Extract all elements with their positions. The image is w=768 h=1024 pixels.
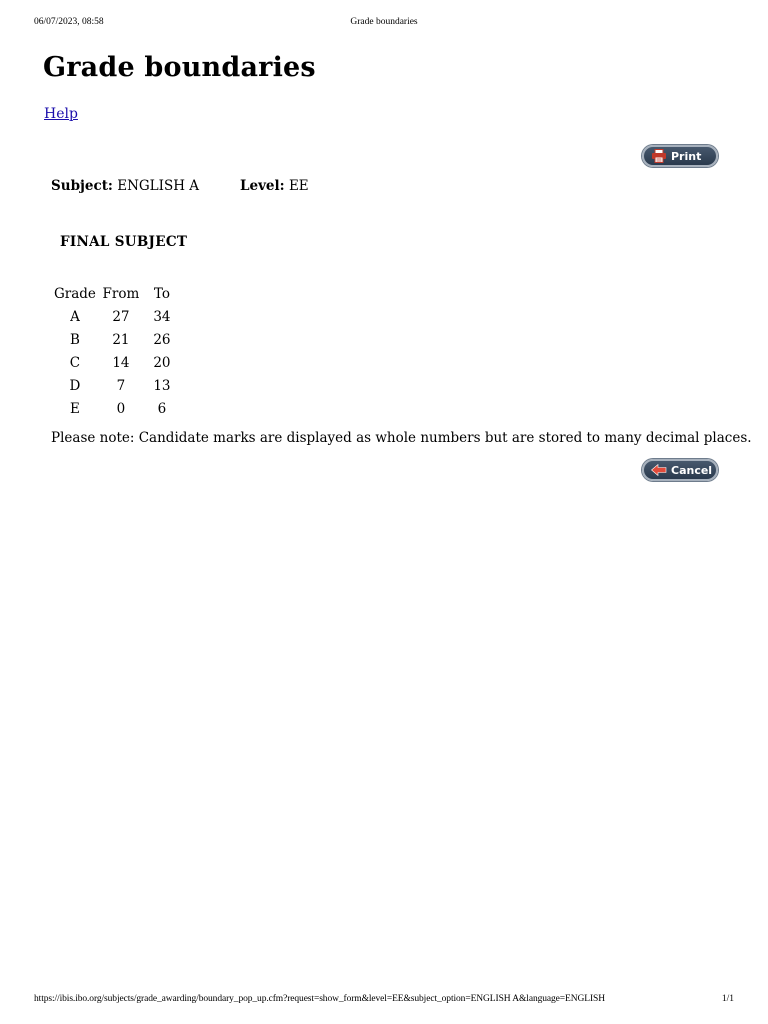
cell-to: 20 [153,354,171,371]
cell-grade: C [69,354,81,371]
cancel-button[interactable] [642,459,718,481]
cell-grade: D [69,377,81,394]
table-row [51,328,181,351]
section-title: FINAL SUBJECT [60,234,188,250]
cancel-button-label: Cancel [671,463,713,477]
cell-grade: B [70,331,80,348]
header-grade: Grade [54,285,96,302]
cell-grade: A [70,308,80,325]
cell-to: 34 [153,308,171,325]
cell-grade: E [70,400,80,417]
level-label: Level: [240,178,285,194]
page-title: Grade boundaries [43,52,316,83]
cell-from: 21 [112,331,130,348]
print-datetime: 06/07/2023, 08:58 [34,17,104,27]
grade-boundaries-table [51,282,181,420]
help-link[interactable]: Help [44,106,78,122]
page-url: https://ibis.ibo.org/subjects/grade_awarding/boundary_pop_up.cfm?request=show_form&level=EE&subject_option=ENGLISH A&language=ENGLISH [34,994,605,1004]
printer-icon [651,149,667,163]
header-from: From [102,285,140,302]
cell-from: 7 [116,377,126,394]
table-row [51,351,181,374]
table-row [51,374,181,397]
level-value: EE [288,178,309,194]
cell-from: 27 [112,308,130,325]
subject-label: Subject: [51,178,113,194]
cell-from: 0 [116,400,126,417]
table-header-row [51,282,181,305]
subject-value: ENGLISH A [117,178,200,194]
print-button[interactable] [642,145,718,167]
header-to: To [153,285,170,302]
page-number: 1/1 [721,994,734,1004]
print-footer [0,994,768,1008]
back-arrow-icon [651,463,667,477]
cell-to: 13 [153,377,171,394]
cell-to: 6 [157,400,167,417]
level-info [240,178,309,194]
print-button-label: Print [671,149,702,163]
table-row [51,305,181,328]
subject-info [51,178,199,194]
table-row [51,397,181,420]
print-page-title: Grade boundaries [350,17,418,27]
print-header [0,17,768,31]
cell-from: 14 [112,354,130,371]
note-text: Please note: Candidate marks are displayed as whole numbers but are stored to many decimal places. [51,430,752,446]
cell-to: 26 [153,331,171,348]
